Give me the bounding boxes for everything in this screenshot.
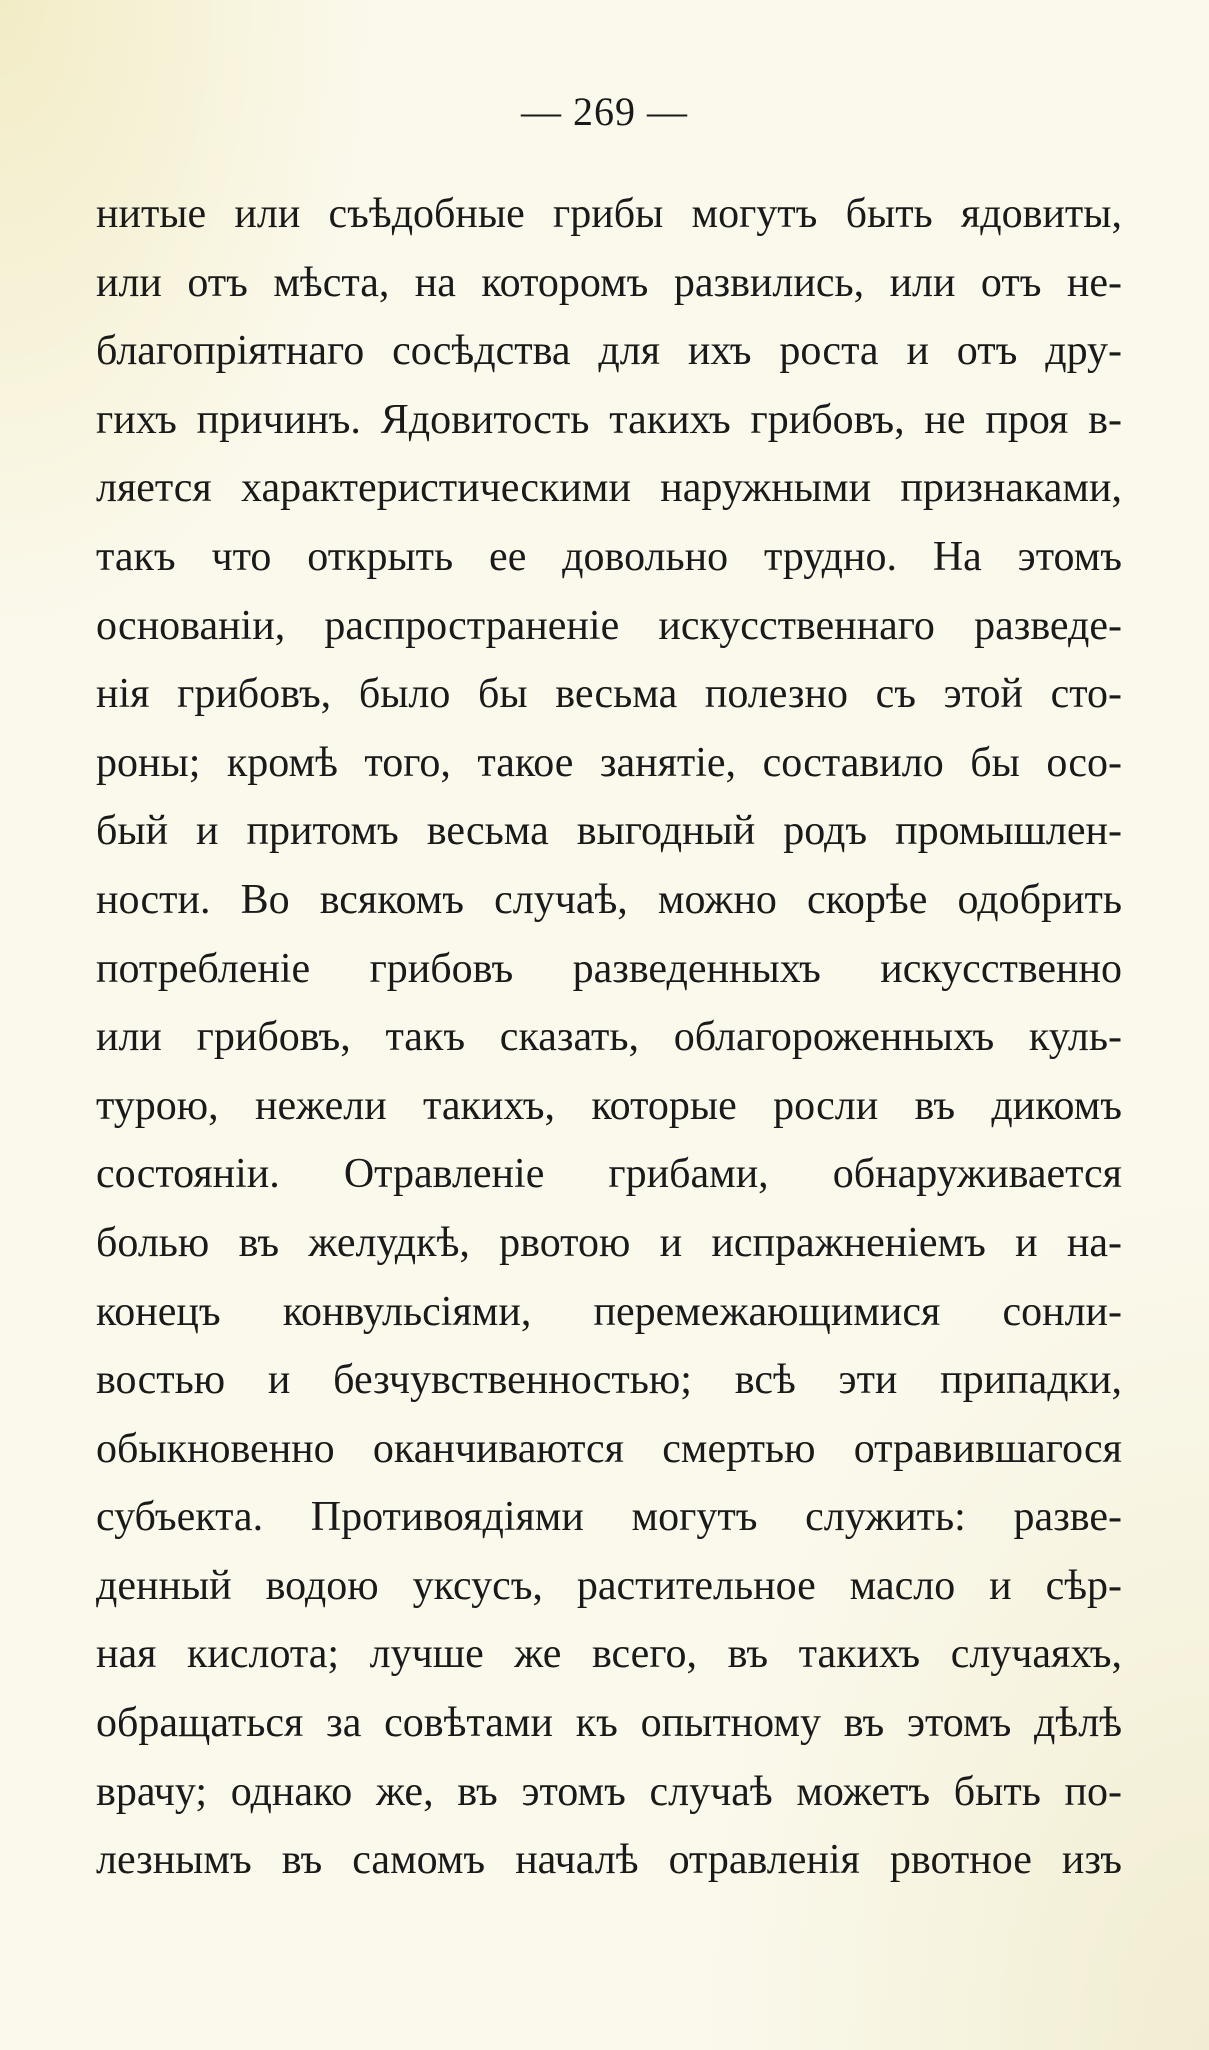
- text-line: или грибовъ, такъ сказать, облагороженныхъ куль-: [96, 1014, 1122, 1061]
- text-line: потребленіе грибовъ разведенныхъ искусственно: [96, 945, 1122, 992]
- text-line: болью въ желудкѣ, рвотою и испражненіемъ и на-: [96, 1219, 1122, 1266]
- text-line: ная кислота; лучше же всего, въ такихъ случаяхъ,: [96, 1631, 1122, 1678]
- text-line: или отъ мѣста, на которомъ развились, или отъ не-: [96, 259, 1122, 306]
- text-line: конецъ конвульсіями, перемежающимися сонли-: [96, 1288, 1122, 1335]
- text-line: турою, нежели такихъ, которые росли въ дикомъ: [96, 1082, 1122, 1129]
- text-line: гихъ причинъ. Ядовитость такихъ грибовъ, не проя в-: [96, 396, 1122, 443]
- text-line: такъ что открыть ее довольно трудно. На этомъ: [96, 533, 1122, 580]
- text-line: денный водою уксусъ, растительное масло и сѣр-: [96, 1562, 1122, 1609]
- text-line: лезнымъ въ самомъ началѣ отравленія рвотное изъ: [96, 1837, 1122, 1884]
- text-line: нія грибовъ, было бы весьма полезно съ этой сто-: [96, 671, 1122, 718]
- text-line: бый и притомъ весьма выгодный родъ промышлен-: [96, 808, 1122, 855]
- text-line: субъекта. Противоядіями могутъ служить: разве-: [96, 1494, 1122, 1541]
- text-line: благопріятнаго сосѣдства для ихъ роста и отъ дру-: [96, 328, 1122, 375]
- text-line: ляется характеристическими наружными признаками,: [96, 465, 1122, 512]
- text-line: основаніи, распространеніе искусственнаго разведе-: [96, 602, 1122, 649]
- text-line: обыкновенно оканчиваются смертью отравившагося: [96, 1425, 1122, 1472]
- text-line: состояніи. Отравленіе грибами, обнаруживается: [96, 1151, 1122, 1198]
- body-text: [96, 180, 1122, 1895]
- text-line: роны; кромѣ того, такое занятіе, составило бы осо-: [96, 739, 1122, 786]
- text-line: врачу; однако же, въ этомъ случаѣ можетъ быть по-: [96, 1768, 1122, 1815]
- text-line: обращаться за совѣтами къ опытному въ этомъ дѣлѣ: [96, 1700, 1122, 1747]
- text-line: ности. Во всякомъ случаѣ, можно скорѣе одобрить: [96, 876, 1122, 923]
- text-line: востью и безчувственностью; всѣ эти припадки,: [96, 1357, 1122, 1404]
- text-line: нитые или съѣдобные грибы могутъ быть ядовиты,: [96, 191, 1122, 237]
- page-number: — 269 —: [521, 89, 688, 134]
